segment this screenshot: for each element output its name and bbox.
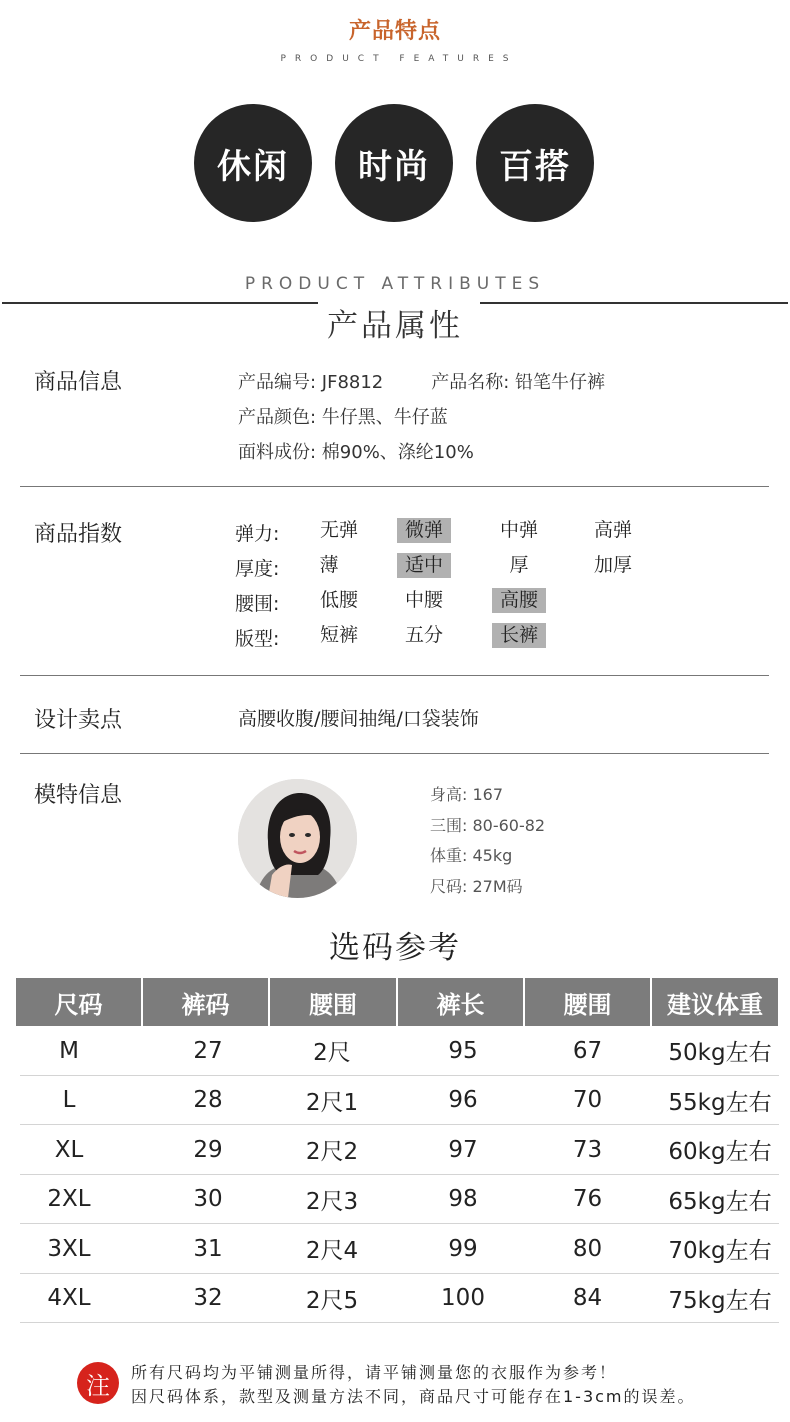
table-cell: 2尺1: [305, 1089, 359, 1116]
table-cell: 2尺: [313, 1040, 351, 1066]
product-color: 产品颜色: 牛仔黑、牛仔蓝: [238, 407, 448, 428]
note-badge: 注: [77, 1362, 119, 1404]
index-option: 厚: [509, 554, 529, 576]
table-cell: 65kg左右: [668, 1188, 772, 1215]
table-cell: L: [62, 1087, 76, 1113]
table-cell: 2尺5: [305, 1287, 359, 1314]
product-fabric: 面料成份: 棉90%、涤纶10%: [238, 442, 474, 463]
table-cell: 2尺2: [305, 1139, 359, 1165]
index-row-label-thickness: 厚度:: [235, 558, 280, 580]
table-cell: 70kg左右: [668, 1238, 772, 1264]
feature-badge-casual: 休闲: [194, 104, 312, 222]
model-measurements: 三围: 80-60-82: [430, 816, 546, 835]
divider: [20, 753, 769, 754]
model-label: 模特信息: [34, 783, 123, 808]
table-cell: 2XL: [47, 1186, 91, 1212]
index-option: 低腰: [319, 589, 358, 611]
index-option: 中弹: [499, 519, 538, 541]
table-cell: 31: [193, 1235, 223, 1262]
table-row-divider: [20, 1322, 779, 1323]
table-header-waist-cm: 腰围: [525, 978, 650, 1026]
table-cell: M: [59, 1037, 79, 1064]
table-cell: 70: [572, 1087, 603, 1113]
size-chart-title: 选码参考: [329, 930, 461, 966]
index-option: 中腰: [404, 589, 443, 611]
attributes-title: 产品属性: [327, 308, 463, 344]
table-cell: 80: [572, 1235, 603, 1262]
table-cell: 32: [193, 1285, 223, 1311]
table-cell: 84: [572, 1285, 603, 1311]
table-cell: 75kg左右: [668, 1287, 772, 1314]
product-code-line: [238, 368, 605, 394]
table-cell: 99: [448, 1235, 478, 1262]
index-option-selected: 长裤: [492, 623, 546, 648]
table-cell: 2尺3: [305, 1188, 359, 1215]
features-subtitle: PRODUCT FEATURES: [280, 54, 518, 64]
table-cell: 60kg左右: [668, 1139, 772, 1165]
attributes-subtitle: PRODUCT ATTRIBUTES: [244, 274, 546, 294]
table-header-length: 裤长: [398, 978, 523, 1026]
table-header-weight: 建议体重: [652, 978, 778, 1026]
table-header-size: 尺码: [16, 978, 141, 1026]
table-cell: 73: [572, 1136, 603, 1163]
index-row-label-fit: 版型:: [235, 628, 280, 650]
model-portrait-image: [238, 779, 357, 898]
product-name: 产品名称: 铅笔牛仔裤: [431, 372, 606, 393]
model-size: 尺码: 27M码: [430, 877, 523, 896]
table-cell: 100: [441, 1285, 485, 1311]
divider: [20, 675, 769, 676]
table-cell: 55kg左右: [668, 1089, 772, 1116]
table-cell: 3XL: [47, 1235, 91, 1262]
table-cell: 95: [448, 1037, 478, 1064]
table-cell: XL: [54, 1136, 84, 1163]
index-option: 五分: [404, 624, 443, 646]
table-cell: 50kg左右: [668, 1040, 772, 1066]
table-cell: 96: [448, 1087, 478, 1113]
index-option: 薄: [319, 554, 339, 576]
table-cell: 97: [448, 1136, 478, 1163]
index-option-selected: 高腰: [492, 588, 546, 613]
design-text: 高腰收腹/腰间抽绳/口袋装饰: [238, 708, 479, 730]
model-avatar: [238, 779, 357, 898]
index-option-selected: 适中: [397, 553, 451, 578]
table-header-waist-chi: 腰围: [270, 978, 396, 1026]
index-option-selected: 微弹: [397, 518, 451, 543]
table-header-pants-size: 裤码: [143, 978, 268, 1026]
table-cell: 28: [193, 1087, 223, 1113]
note-line-2: 因尺码体系，款型及测量方法不同，商品尺寸可能存在1-3cm的误差。: [131, 1387, 696, 1406]
index-option: 无弹: [319, 519, 358, 541]
features-title: 产品特点: [348, 19, 441, 44]
design-label: 设计卖点: [34, 708, 123, 733]
table-cell: 98: [448, 1186, 478, 1212]
table-cell: 30: [193, 1186, 223, 1212]
index-row-label-elasticity: 弹力:: [235, 523, 280, 545]
index-label: 商品指数: [34, 522, 123, 547]
table-cell: 2尺4: [305, 1238, 359, 1264]
note-line-1: 所有尺码均为平铺测量所得，请平铺测量您的衣服作为参考！: [131, 1363, 618, 1382]
product-info-label: 商品信息: [34, 370, 123, 395]
index-row-label-waist: 腰围:: [235, 593, 280, 615]
table-cell: 27: [193, 1037, 223, 1064]
index-option: 短裤: [319, 624, 358, 646]
table-cell: 67: [572, 1037, 603, 1064]
index-option: 加厚: [593, 554, 632, 576]
table-cell: 29: [193, 1136, 223, 1163]
model-height: 身高: 167: [430, 785, 504, 804]
feature-badge-versatile: 百搭: [476, 104, 594, 222]
table-cell: 4XL: [47, 1285, 91, 1311]
product-code: 产品编号: JF8812: [238, 372, 384, 393]
table-cell: 76: [572, 1186, 603, 1212]
divider: [20, 486, 769, 487]
model-weight: 体重: 45kg: [430, 846, 513, 865]
feature-badge-fashion: 时尚: [335, 104, 453, 222]
index-option: 高弹: [593, 519, 632, 541]
